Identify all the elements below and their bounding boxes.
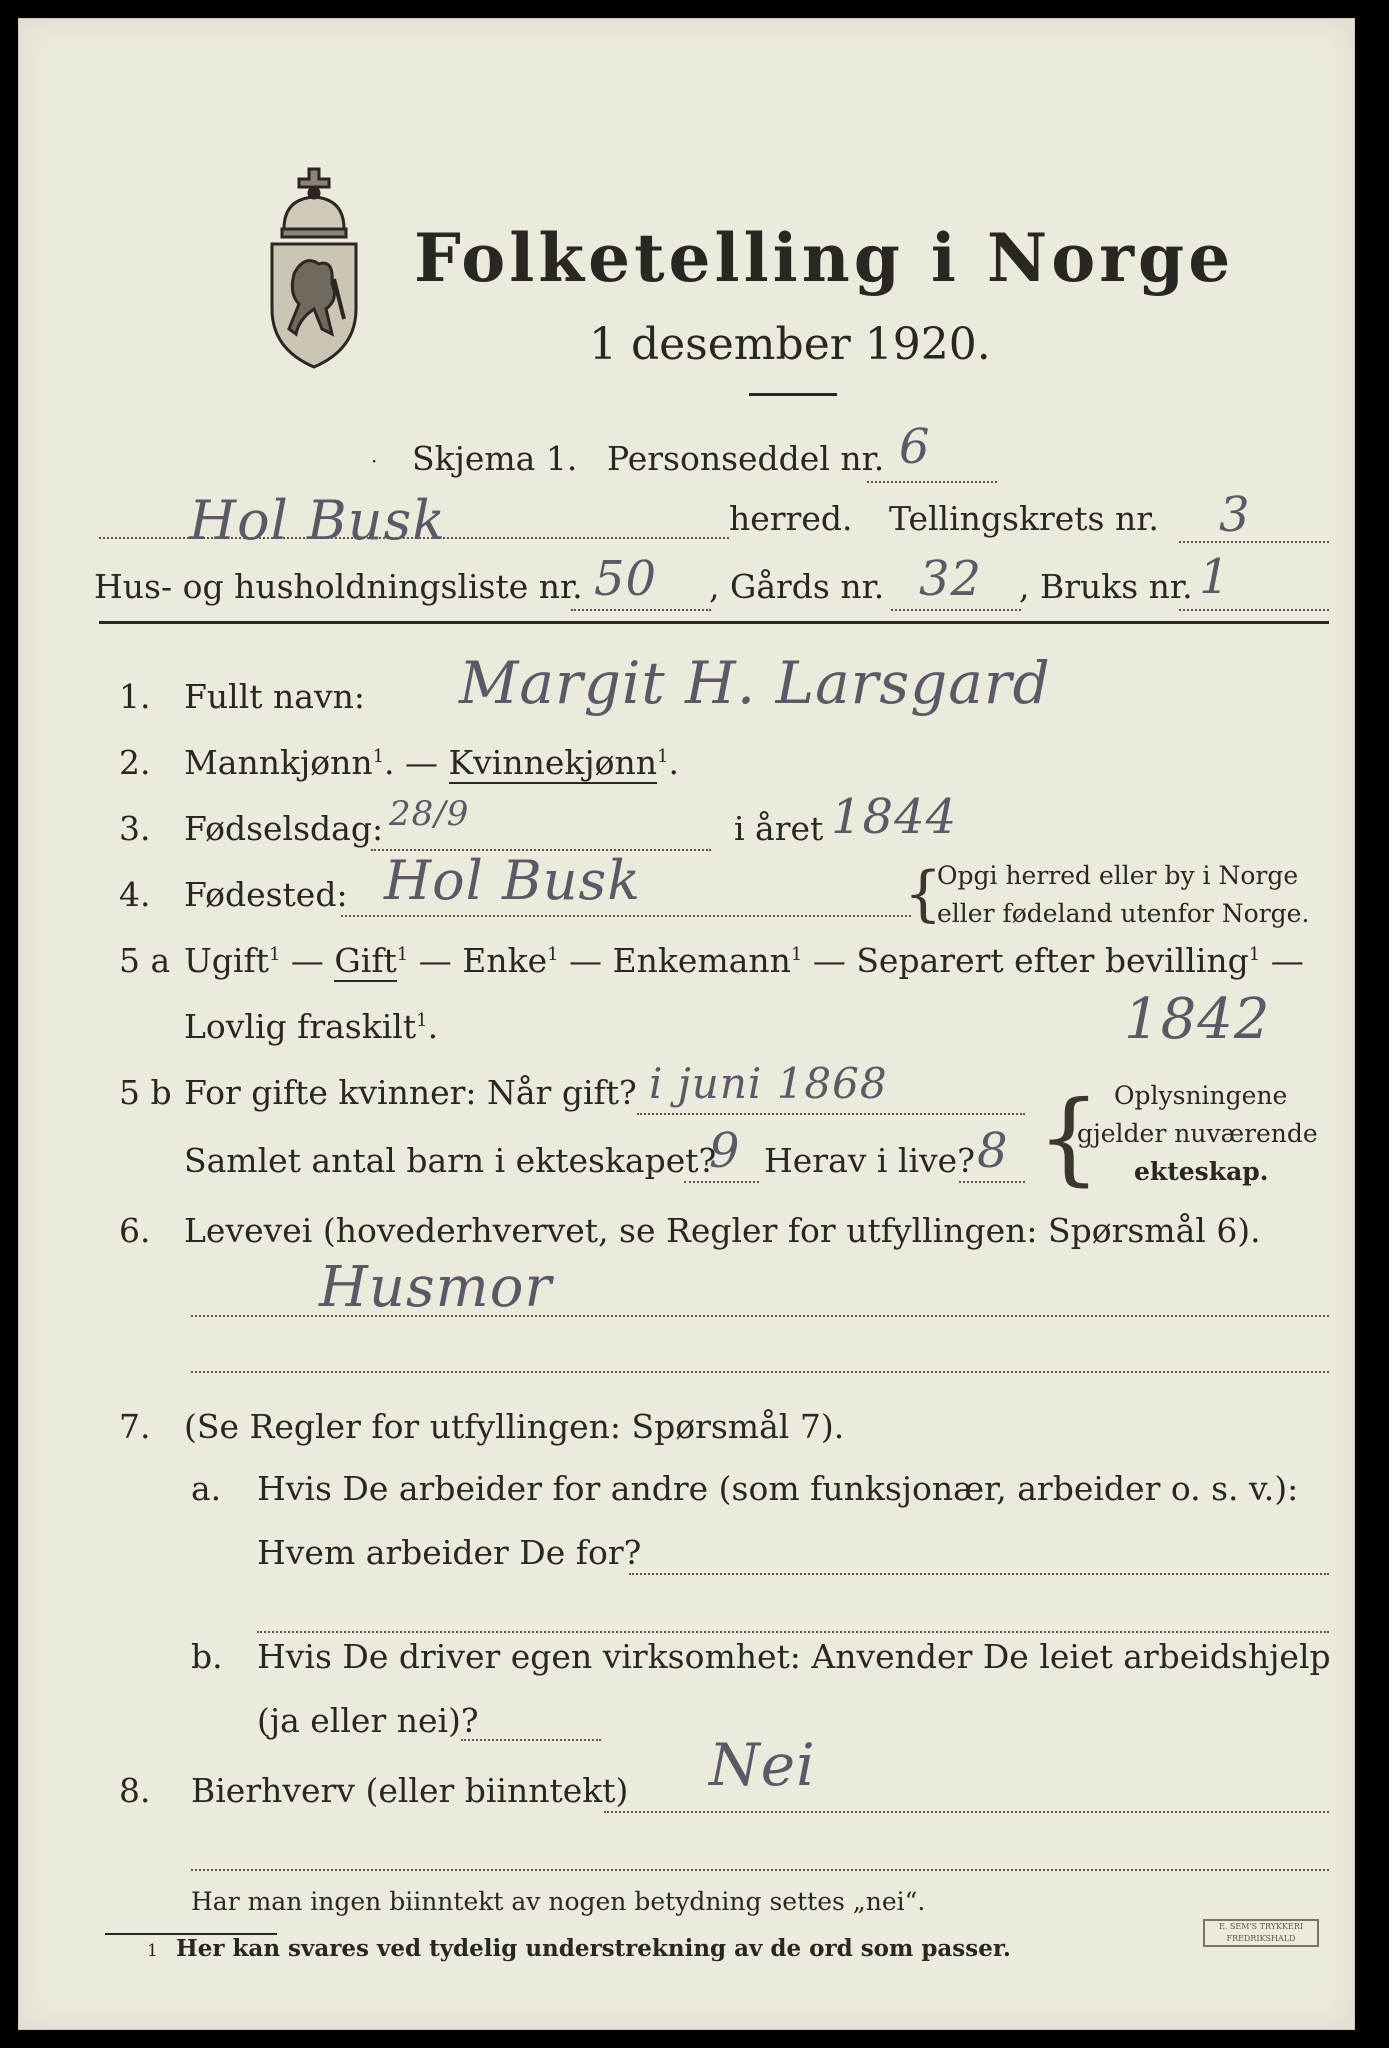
q5b-number: 5 b xyxy=(119,1073,172,1112)
q7b-question: (ja eller nei)? xyxy=(257,1701,479,1740)
q7a-question: Hvem arbeider De for? xyxy=(257,1533,642,1572)
husholdningsliste-label: Hus- og husholdningsliste nr. xyxy=(94,567,583,606)
q5a-ugift: Ugift xyxy=(184,941,269,980)
q3-number: 3. xyxy=(119,809,151,848)
personseddel-label: Personseddel nr. xyxy=(607,439,885,478)
q4-value: Hol Busk xyxy=(384,849,641,912)
q5b-barn-label: Samlet antal barn i ekteskapet? xyxy=(184,1141,717,1180)
q6-value: Husmor xyxy=(319,1255,553,1320)
personseddel-value: 6 xyxy=(899,419,931,475)
q7-label: (Se Regler for utfyllingen: Spørsmål 7). xyxy=(184,1407,845,1446)
q5b-value: i juni 1868 xyxy=(649,1059,888,1108)
q7a-letter: a. xyxy=(191,1469,222,1508)
q3-aret-label: i året xyxy=(734,809,824,848)
q8-label: Bierhverv (eller biinntekt) xyxy=(191,1771,629,1810)
header-divider xyxy=(99,621,1329,624)
q7b-line xyxy=(461,1739,601,1741)
q5a-fraskilt: Lovlig fraskilt$^1$. xyxy=(184,1007,439,1046)
bullet-dot: · xyxy=(371,449,378,473)
q5b-barn-value: 9 xyxy=(709,1123,741,1179)
bruks-label: , Bruks nr. xyxy=(1019,567,1193,606)
q6-line-1 xyxy=(191,1315,1329,1317)
norwegian-coat-of-arms-icon xyxy=(254,159,374,374)
q2-end: . xyxy=(668,743,679,782)
q5a-dash-5: — xyxy=(1260,941,1304,980)
q7-number: 7. xyxy=(119,1407,151,1446)
q8-value: Nei xyxy=(709,1731,816,1799)
q6-line-2 xyxy=(191,1371,1329,1373)
bruks-value: 1 xyxy=(1199,549,1231,605)
q2-mann-footnote: 1 xyxy=(372,746,385,767)
q1-value: Margit H. Larsgard xyxy=(459,649,1051,717)
tellingskrets-label: Tellingskrets nr. xyxy=(889,499,1159,538)
q5b-note-line2: gjelder nuværende xyxy=(1077,1119,1318,1148)
herred-label: herred. xyxy=(729,499,853,538)
q4-label: Fødested: xyxy=(184,875,348,914)
q5b-live-line xyxy=(959,1181,1025,1183)
q8-number: 8. xyxy=(119,1771,151,1810)
q5a-fraskilt-label: Lovlig fraskilt xyxy=(184,1007,417,1046)
q5b-barn-line xyxy=(684,1181,759,1183)
q5a-number: 5 a xyxy=(119,941,171,980)
q5b-line xyxy=(637,1113,1025,1115)
q5a-annotation: 1842 xyxy=(1124,987,1271,1052)
q1-number: 1. xyxy=(119,677,151,716)
q3-label: Fødselsdag: xyxy=(184,809,384,848)
q5b-live-value: 8 xyxy=(977,1123,1009,1179)
q8-line xyxy=(604,1811,1329,1813)
q5b-label: For gifte kvinner: Når gift? xyxy=(184,1073,637,1112)
q5a-options xyxy=(184,941,1304,980)
q1-label: Fullt navn: xyxy=(184,677,365,716)
q4-line xyxy=(341,915,911,917)
q2-separator: . — xyxy=(384,743,439,782)
q7b-letter: b. xyxy=(191,1637,223,1676)
bruks-line xyxy=(1179,609,1329,611)
q5a-ugift-footnote: 1 xyxy=(268,944,281,965)
q8-line-2 xyxy=(191,1869,1329,1871)
herred-value: Hol Busk xyxy=(189,489,446,552)
q2-kvinne: Kvinnekjønn xyxy=(448,743,658,782)
q7a-line-2 xyxy=(257,1631,1329,1633)
q5a-enkemann: Enkemann xyxy=(612,941,791,980)
q6-number: 6. xyxy=(119,1211,151,1250)
title-divider xyxy=(749,393,837,396)
q5a-enkemann-footnote: 1 xyxy=(790,944,803,965)
printer-mark xyxy=(1203,1919,1319,1947)
q5a-fraskilt-footnote: 1 xyxy=(416,1010,428,1031)
q7a-line-1 xyxy=(629,1573,1329,1575)
q5a-dash-1: — xyxy=(280,941,335,980)
tellingskrets-value: 3 xyxy=(1219,487,1251,543)
husholdningsliste-value: 50 xyxy=(594,551,658,607)
husholdningsliste-line xyxy=(571,609,711,611)
census-form xyxy=(18,18,1355,2030)
q2-mann: Mannkjønn xyxy=(184,743,373,782)
q4-brace: { xyxy=(904,859,943,929)
q2-kvinne-footnote: 1 xyxy=(657,746,669,767)
printer-text: E. SEM'S TRYKKERI FREDRIKSHALD xyxy=(1218,1922,1304,1943)
gards-label: , Gårds nr. xyxy=(709,567,885,606)
form-title: Folketelling i Norge xyxy=(414,219,1235,297)
q5a-separert: Separert efter bevilling xyxy=(856,941,1249,980)
personseddel-line xyxy=(867,481,997,483)
q4-number: 4. xyxy=(119,875,151,914)
gards-line xyxy=(891,609,1021,611)
q5b-live-label: Herav i live? xyxy=(764,1141,975,1180)
q7a-text: Hvis De arbeider for andre (som funksjonær, arbeider o. s. v.): xyxy=(257,1469,1299,1508)
skjema-label: Skjema 1. xyxy=(412,439,578,478)
q6-label: Levevei (hovederhvervet, se Regler for utfyllingen: Spørsmål 6). xyxy=(184,1211,1261,1250)
q4-note-line1: Opgi herred eller by i Norge xyxy=(937,861,1299,890)
q2-options xyxy=(184,743,679,782)
q5a-gift: Gift xyxy=(334,941,397,980)
q5a-dash-2: — xyxy=(408,941,463,980)
q5b-note-line1: Oplysningene xyxy=(1114,1081,1288,1110)
q3-value: 28/9 xyxy=(389,794,470,834)
q5b-note-line3: ekteskap. xyxy=(1134,1157,1269,1186)
q2-number: 2. xyxy=(119,743,151,782)
q5a-separert-footnote: 1 xyxy=(1248,944,1261,965)
q5a-enke-footnote: 1 xyxy=(547,944,559,965)
q5a-gift-footnote: 1 xyxy=(396,944,409,965)
q5a-enke: Enke xyxy=(462,941,548,980)
gards-value: 32 xyxy=(919,551,983,607)
census-date: 1 desember 1920. xyxy=(589,319,991,370)
footnote-mark: 1 xyxy=(147,1941,158,1961)
nei-instruction: Har man ingen biinntekt av nogen betydning settes „nei“. xyxy=(191,1887,926,1916)
tellingskrets-line xyxy=(1179,541,1329,543)
footnote-text: Her kan svares ved tydelig understrekning av de ord som passer. xyxy=(176,1935,1011,1962)
q7b-text: Hvis De driver egen virksomhet: Anvender De leiet arbeidshjelp xyxy=(257,1637,1331,1676)
q5a-dash-3: — xyxy=(558,941,613,980)
q3-aret-value: 1844 xyxy=(831,789,958,845)
q4-note-line2: eller fødeland utenfor Norge. xyxy=(937,899,1310,928)
q5b-brace: { xyxy=(1037,1079,1101,1196)
q5a-dash-4: — xyxy=(802,941,857,980)
